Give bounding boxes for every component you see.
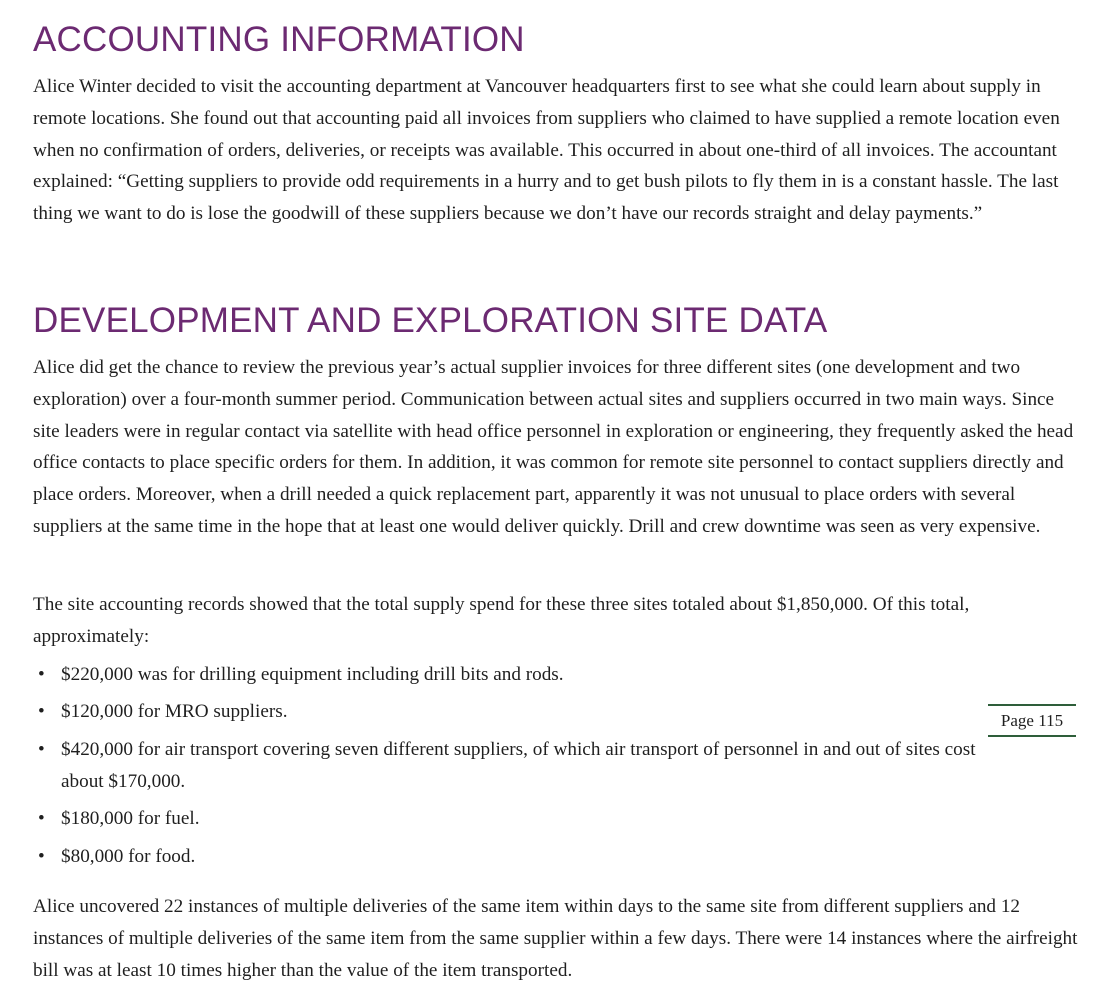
list-item: [33, 696, 993, 728]
section-title-development-exploration: DEVELOPMENT AND EXPLORATION SITE DATA: [33, 301, 828, 340]
deliveries-paragraph: Alice uncovered 22 instances of multiple deliveries of the same item within days to the same site from different suppliers and 12 instances of multiple deliveries of the same item from the same supplier within a few days. There were 14 instances where the airfreight bill was at least 10 times higher than the value of the item transported.: [33, 896, 1078, 981]
list-item-text: $120,000 for MRO suppliers.: [61, 701, 288, 723]
list-item: [33, 659, 993, 691]
section-title-accounting-information: ACCOUNTING INFORMATION: [33, 20, 525, 59]
bullet-icon: •: [38, 845, 45, 867]
bullet-icon: •: [38, 664, 45, 685]
list-item: [33, 734, 993, 798]
supply-spend-paragraph: The site accounting records showed that the total supply spend for these three sites totaled about $1,850,000. Of this total, approximately:: [33, 594, 970, 647]
supply-spend-list: [33, 659, 993, 878]
list-item-text: $420,000 for air transport covering seven different suppliers, of which air transport of personnel in and out of sites cost about $170,000.: [61, 738, 976, 792]
list-item: [33, 803, 993, 835]
page-number-marker: Page 115: [988, 704, 1076, 737]
list-item-text: $80,000 for food.: [61, 845, 196, 867]
bullet-icon: •: [38, 701, 45, 723]
list-item-text: $180,000 for fuel.: [61, 808, 200, 830]
bullet-icon: •: [38, 738, 45, 760]
bullet-icon: •: [38, 808, 45, 830]
site-data-paragraph: Alice did get the chance to review the previous year’s actual supplier invoices for three different sites (one development and two exploration) over a four-month summer period. Communication between actual sites and suppliers occurred in two main ways. Since site leaders were in regular contact via satellite with head office personnel in exploration or engineering, they frequently asked the head office contacts to place specific orders for them. In addition, it was common for remote site personnel to contact suppliers directly and place orders. Moreover, when a drill needed a quick replacement part, apparently it was not unusual to place orders with several suppliers at the same time in the hope that at least one would deliver quickly. Drill and crew downtime was seen as very expensive.: [33, 357, 1074, 537]
list-item-text: $220,000 was for drilling equipment including drill bits and rods.: [61, 664, 564, 685]
list-item: [33, 841, 993, 873]
accounting-paragraph: Alice Winter decided to visit the accounting department at Vancouver headquarters first to see what she could learn about supply in remote locations. She found out that accounting paid all invoices from suppliers who claimed to have supplied a remote location even when no confirmation of orders, deliveries, or receipts was available. This occurred in about one-third of all invoices. The accountant explained: “Getting suppliers to provide odd requirements in a hurry and to get bush pilots to fly them in is a constant hassle. The last thing we want to do is lose the goodwill of these suppliers because we don’t have our records straight and delay payments.”: [33, 76, 1060, 225]
